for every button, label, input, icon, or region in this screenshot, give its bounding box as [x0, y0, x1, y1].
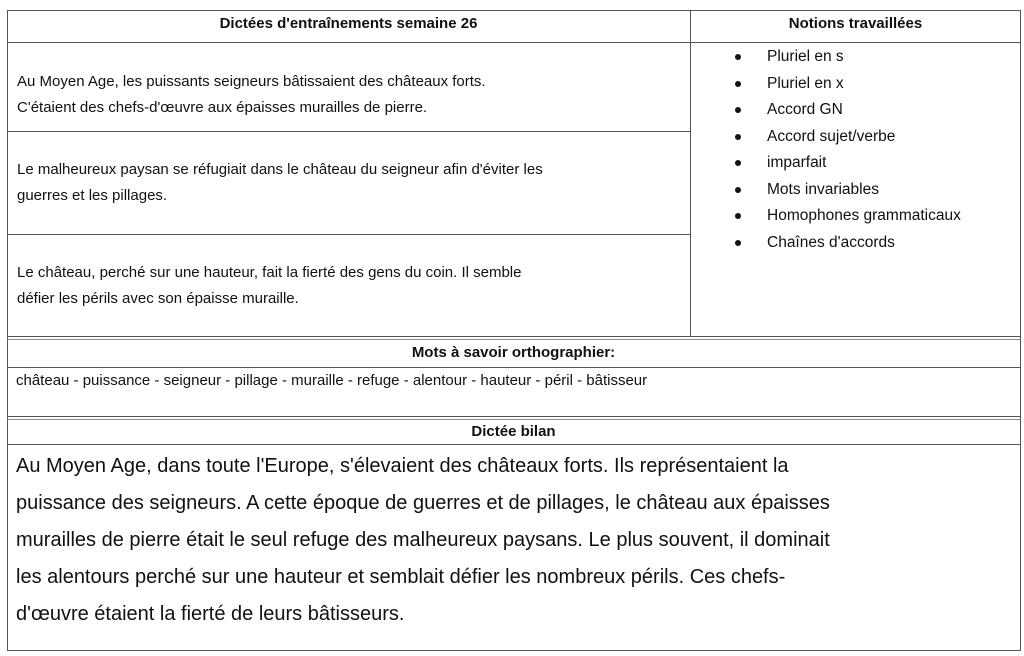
bilan-text [16, 448, 1011, 633]
notions-list [735, 44, 961, 256]
notion-item: Pluriel en s [735, 44, 961, 71]
bullet-icon [735, 107, 741, 113]
training-dictation-2 [17, 157, 543, 209]
bullet-icon [735, 54, 741, 60]
words-list: château - puissance - seigneur - pillage - muraille - refuge - alentour - hauteur - péril - bâtisseur [16, 372, 648, 389]
bilan-line: murailles de pierre était le seul refuge des malheureux paysans. Le plus souvent, il dominait [16, 529, 830, 551]
words-row-divider [7, 416, 1021, 417]
bullet-icon [735, 81, 741, 87]
bullet-icon [735, 213, 741, 219]
dictation-2-line-2: guerres et les pillages. [17, 187, 168, 204]
words-header: Mots à savoir orthographier: [411, 344, 616, 361]
training-dictation-1 [17, 69, 486, 121]
bilan-line: d'œuvre étaient la fierté de leurs bâtisseurs. [16, 603, 405, 625]
bullet-icon [735, 134, 741, 140]
bilan-header-divider [7, 444, 1021, 445]
notion-item: Chaînes d'accords [735, 230, 961, 257]
bullet-icon [735, 160, 741, 166]
row-divider-3b [7, 339, 1021, 340]
border-top [7, 10, 1021, 11]
bilan-line: les alentours perché sur une hauteur et semblait défier les nombreux périls. Ces chefs- [16, 566, 786, 588]
row-divider-3 [7, 336, 1021, 337]
border-bottom [7, 650, 1021, 651]
row-divider-1 [7, 131, 691, 132]
bilan-line: puissance des seigneurs. A cette époque de guerres et de pillages, le château aux épaisses [16, 492, 830, 514]
dictation-2-line-1: Le malheureux paysan se réfugiait dans le château du seigneur afin d'éviter les [17, 161, 543, 178]
notion-item: Accord sujet/verbe [735, 124, 961, 151]
bullet-icon [735, 240, 741, 246]
words-row-divider-b [7, 419, 1021, 420]
notion-item: Accord GN [735, 97, 961, 124]
notion-item: Mots invariables [735, 177, 961, 204]
dictation-1-line-1: Au Moyen Age, les puissants seigneurs bâtissaient des châteaux forts. [17, 73, 486, 90]
border-right [1020, 10, 1021, 651]
dictation-3-line-2: défier les périls avec son épaisse muraille. [17, 290, 299, 307]
bilan-header: Dictée bilan [471, 423, 556, 440]
notion-item: Homophones grammaticaux [735, 203, 961, 230]
dictation-3-line-1: Le château, perché sur une hauteur, fait la fierté des gens du coin. Il semble [17, 264, 522, 281]
border-left [7, 10, 8, 651]
notion-item: Pluriel en x [735, 71, 961, 98]
dictation-1-line-2: C'étaient des chefs-d'œuvre aux épaisses murailles de pierre. [17, 99, 428, 116]
training-dictation-3 [17, 260, 522, 312]
notion-item: imparfait [735, 150, 961, 177]
header-training-dictations: Dictées d'entraînements semaine 26 [219, 15, 478, 32]
bullet-icon [735, 187, 741, 193]
header-divider [7, 42, 1021, 43]
header-notions: Notions travaillées [788, 15, 923, 32]
bilan-line: Au Moyen Age, dans toute l'Europe, s'élevaient des châteaux forts. Ils représentaient la [16, 455, 789, 477]
row-divider-2 [7, 234, 691, 235]
column-divider [690, 10, 691, 337]
